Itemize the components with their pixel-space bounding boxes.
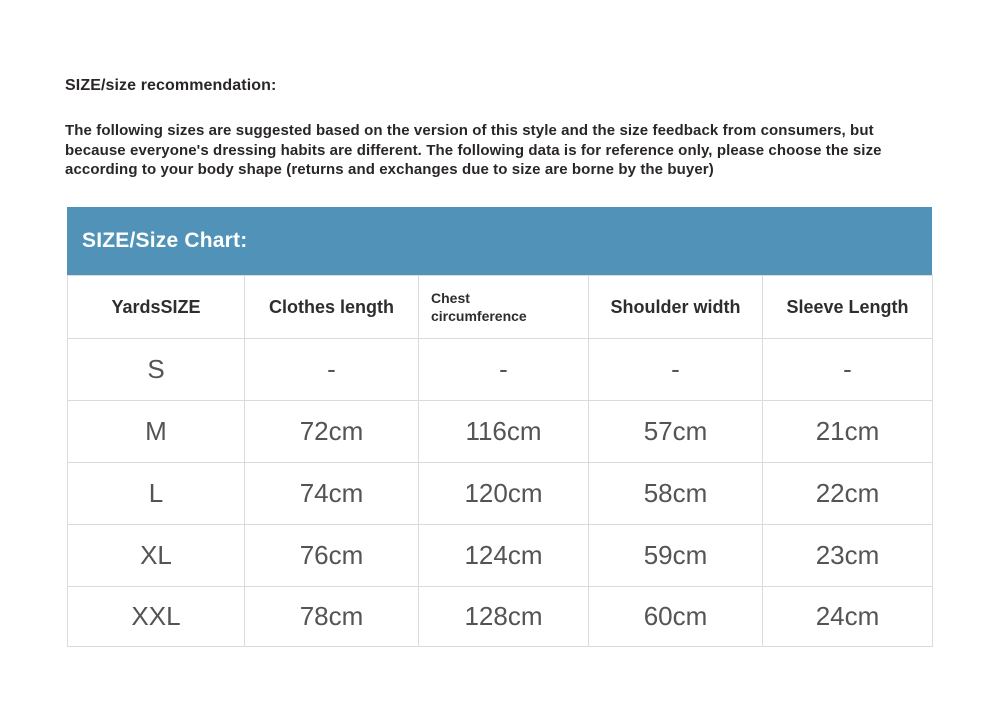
table-cell: 116cm — [419, 401, 589, 463]
size-cell: XXL — [68, 587, 245, 647]
table-cell: 57cm — [589, 401, 763, 463]
size-cell: XL — [68, 525, 245, 587]
size-cell: M — [68, 401, 245, 463]
table-row-xxl — [68, 587, 933, 647]
table-row-m — [68, 401, 933, 463]
table-cell: 72cm — [245, 401, 419, 463]
table-cell: 58cm — [589, 463, 763, 525]
table-cell: 124cm — [419, 525, 589, 587]
table-cell: 76cm — [245, 525, 419, 587]
size-chart-table — [67, 275, 933, 647]
table-cell: 24cm — [763, 587, 933, 647]
size-chart-header-bar — [67, 207, 932, 275]
size-cell: S — [68, 339, 245, 401]
size-cell: L — [68, 463, 245, 525]
table-cell: 74cm — [245, 463, 419, 525]
table-cell: 78cm — [245, 587, 419, 647]
table-row-s — [68, 339, 933, 401]
table-cell: 128cm — [419, 587, 589, 647]
column-header-size: YardsSIZE — [68, 276, 245, 339]
table-cell: - — [245, 339, 419, 401]
table-cell: 120cm — [419, 463, 589, 525]
table-cell: 22cm — [763, 463, 933, 525]
table-header-row — [68, 276, 933, 339]
column-header-shoulder-width: Shoulder width — [589, 276, 763, 339]
table-row-l — [68, 463, 933, 525]
column-header-chest-circumference: Chest circumference — [419, 276, 589, 339]
table-cell: 60cm — [589, 587, 763, 647]
table-cell: - — [589, 339, 763, 401]
column-header-sleeve-length: Sleeve Length — [763, 276, 933, 339]
size-recommendation-paragraph: The following sizes are suggested based on the version of this style and the size feedback from consumers, but because everyone's dressing habits are different. The following data is for reference only, please choose the size according to your body shape (returns and exchanges due to size are borne by the buyer) — [65, 122, 882, 178]
page-title: SIZE/size recommendation: — [65, 77, 277, 94]
table-cell: 23cm — [763, 525, 933, 587]
table-cell: - — [763, 339, 933, 401]
column-header-clothes-length: Clothes length — [245, 276, 419, 339]
table-cell: 59cm — [589, 525, 763, 587]
size-chart-heading: SIZE/Size Chart: — [82, 229, 248, 252]
table-cell: 21cm — [763, 401, 933, 463]
table-row-xl — [68, 525, 933, 587]
table-cell: - — [419, 339, 589, 401]
